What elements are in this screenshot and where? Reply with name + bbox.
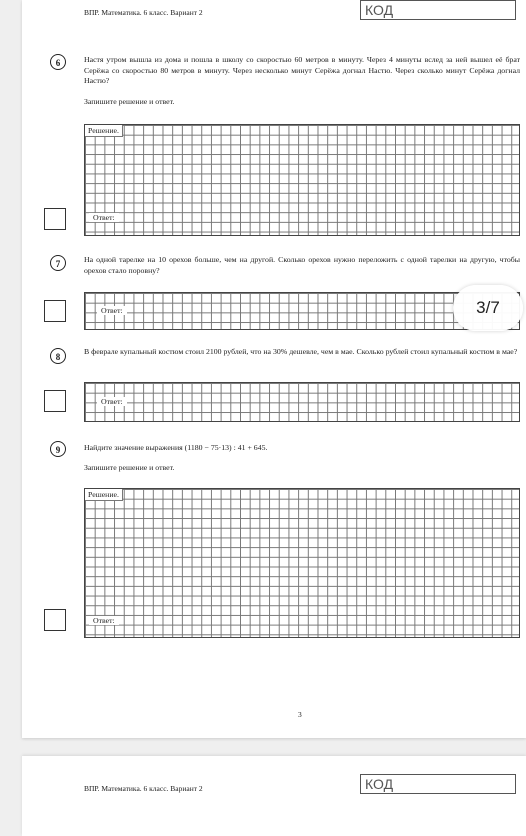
task-6-instruction: Запишите решение и ответ. bbox=[84, 97, 175, 106]
task-number-6: 6 bbox=[50, 54, 66, 70]
task-number-8: 8 bbox=[50, 348, 66, 364]
worksheet-page bbox=[22, 0, 526, 738]
task-9-solution-label: Решение. bbox=[85, 489, 123, 501]
task-9-answer-label: Ответ: bbox=[89, 616, 119, 625]
task-6-answer-label: Ответ: bbox=[89, 213, 119, 222]
code-field[interactable]: КОД bbox=[360, 0, 516, 20]
task-7-answer-label: Ответ: bbox=[97, 306, 127, 315]
page-indicator: 3/7 bbox=[453, 285, 523, 331]
page-number: 3 bbox=[298, 710, 302, 719]
task-7-text: На одной тарелке на 10 орехов больше, чем на другой. Сколько орехов нужно переложить с одной тарелки на другую, чтобы орехов стало поровну? bbox=[84, 255, 520, 275]
task-number-9: 9 bbox=[50, 441, 66, 457]
task-8-score-box[interactable] bbox=[44, 390, 66, 412]
task-6-score-box[interactable] bbox=[44, 208, 66, 230]
task-9-solution-grid[interactable] bbox=[84, 488, 520, 638]
task-7-score-box[interactable] bbox=[44, 300, 66, 322]
next-page-code-field[interactable]: КОД bbox=[360, 774, 516, 794]
task-6-text: Настя утром вышла из дома и пошла в школу со скоростью 60 метров в минуту. Через 4 минуты вслед за ней вышел её брат Серёжа со скоростью 80 метров в минуту. Через несколько минут Серёжа догнал Настю. Через сколько минут Серёжа догнал Настю? bbox=[84, 55, 520, 85]
task-8-answer-grid[interactable] bbox=[84, 382, 520, 422]
task-9-score-box[interactable] bbox=[44, 609, 66, 631]
next-page bbox=[22, 756, 526, 836]
task-9-instruction: Запишите решение и ответ. bbox=[84, 463, 175, 472]
page-header-title: ВПР. Математика. 6 класс. Вариант 2 bbox=[84, 8, 203, 17]
next-page-header-title: ВПР. Математика. 6 класс. Вариант 2 bbox=[84, 784, 203, 793]
task-number-7: 7 bbox=[50, 255, 66, 271]
task-6-solution-label: Решение. bbox=[85, 125, 123, 137]
task-8-answer-label: Ответ: bbox=[97, 397, 127, 406]
task-6-solution-grid[interactable] bbox=[84, 124, 520, 236]
task-9-text: Найдите значение выражения (1180 − 75·13) : 41 + 645. bbox=[84, 443, 268, 452]
task-8-text: В феврале купальный костюм стоил 2100 рублей, что на 30% дешевле, чем в мае. Сколько рублей стоил купальный костюм в мае? bbox=[84, 347, 518, 356]
